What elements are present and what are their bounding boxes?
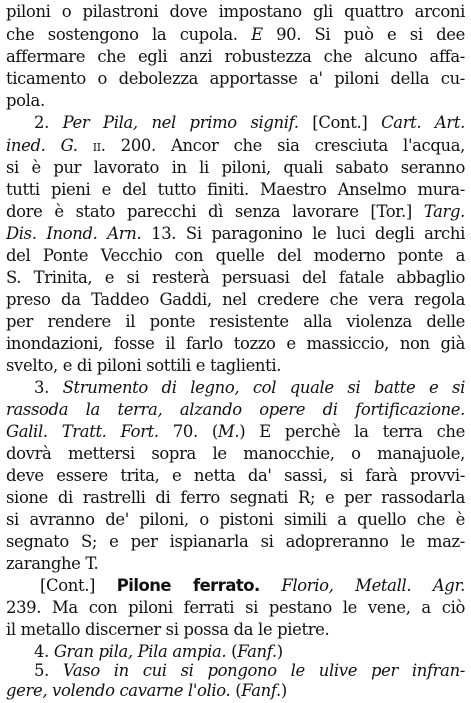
text-segment: si è pur lavorato in li piloni, quali sabato seranno — [6, 158, 465, 177]
text-line — [6, 508, 465, 532]
text-segment: segnato S; e per ispianarla si adopreranno le maz- — [6, 532, 465, 551]
text-segment: che sostengono la cupola. — [6, 25, 252, 44]
text-line — [6, 618, 465, 642]
text-line — [6, 156, 465, 180]
text-line — [6, 354, 465, 378]
text-segment: preso da Taddeo Gaddi, nel credere che vera regola — [6, 290, 465, 309]
text-segment: ) — [280, 681, 287, 700]
text-segment: S. Trinita, e si resterà persuasi del fatale abbaglio — [6, 268, 465, 287]
italic-text: Targ. — [423, 202, 465, 221]
text-segment: svelto, e di piloni sottili e taglienti. — [6, 356, 282, 375]
text-segment: pola. — [6, 91, 45, 110]
text-line — [6, 486, 465, 510]
italic-text: Fanf. — [241, 681, 281, 700]
text-segment: 90. Si può e si dee — [262, 25, 465, 44]
text-line — [6, 178, 465, 202]
text-segment: ) E perchè la terra che — [239, 422, 465, 441]
text-segment — [78, 136, 93, 155]
text-line — [6, 464, 465, 488]
text-segment: ticamento o debolezza apportasse a' piloni della cu- — [6, 69, 465, 88]
italic-text: Galil. Tratt. Fort. — [6, 422, 159, 441]
text-segment: 70. ( — [158, 422, 218, 441]
text-line — [6, 679, 465, 703]
text-segment: il metallo discerner si possa da le pietre. — [6, 620, 330, 639]
text-line — [40, 574, 465, 598]
text-segment: sione di rastrelli di ferro segnati R; e per rassodarla — [6, 488, 465, 507]
text-segment: [Cont.] — [298, 113, 382, 132]
text-segment: zaranghe T. — [6, 554, 99, 573]
text-line — [6, 67, 465, 91]
text-segment: inondazioni, fosse il farlo tozzo e massiccio, non già — [6, 334, 465, 353]
text-line — [6, 134, 465, 158]
italic-text: rassoda la terra, alzando opere di fortificazione. — [6, 400, 465, 419]
text-line — [6, 0, 465, 24]
text-line — [6, 288, 465, 312]
italic-text: Per Pila, nel primo signif. — [62, 113, 299, 132]
text-line — [6, 222, 465, 246]
text-segment: affermare che egli anzi robustezza che alcuno affa- — [6, 47, 465, 66]
text-segment — [260, 576, 282, 595]
headword: Pilone ferrato. — [116, 576, 260, 595]
italic-text: Vaso in cui si pongono le ulive per infran- — [62, 661, 465, 680]
text-segment: ( — [230, 681, 242, 700]
text-segment: piloni o pilastroni dove impostano gli quattro arconi — [6, 2, 465, 21]
text-line — [6, 89, 465, 113]
text-line — [6, 244, 465, 268]
text-line — [6, 552, 465, 576]
text-segment: dore è stato parecchi dì senza lavorare [Tor.] — [6, 202, 424, 221]
text-segment: del Ponte Vecchio con quelle del moderno ponte a — [6, 246, 465, 265]
italic-text: Fanf. — [237, 642, 277, 661]
text-segment: ( — [226, 642, 238, 661]
italic-text: M. — [217, 422, 240, 441]
italic-text: gere, volendo cavarne l'olio. — [6, 681, 231, 700]
text-segment: 13. Si paragonino le luci degli archi — [141, 224, 465, 243]
text-segment: tutti pieni e del tutto finiti. Maestro Anselmo mura- — [6, 180, 465, 199]
italic-text: Cart. Art. — [381, 113, 465, 132]
italic-text: ined. G. — [6, 136, 78, 155]
text-line — [6, 420, 465, 444]
italic-text: Florio, Metall. Agr. — [281, 576, 465, 595]
text-line — [6, 398, 465, 422]
text-segment: 4. — [34, 642, 54, 661]
text-line — [6, 332, 465, 356]
text-line — [6, 442, 465, 466]
text-segment: ) — [276, 642, 283, 661]
text-segment: 5. — [34, 661, 63, 680]
italic-text: E — [251, 25, 263, 44]
text-segment: per rendere il ponte resistente alla violenza delle — [6, 312, 465, 331]
text-line — [6, 200, 465, 224]
text-line — [6, 45, 465, 69]
text-segment: 3. — [34, 378, 63, 397]
italic-text: Dis. Inond. Arn. — [6, 224, 142, 243]
text-line — [6, 266, 465, 290]
text-segment: dovrà mettersi sopra le manocchie, o manajuole, — [6, 444, 465, 463]
italic-text: Strumento di legno, col quale si batte e si — [62, 378, 465, 397]
text-segment: . 200. Ancor che sia cresciuta l'acqua, — [100, 136, 465, 155]
text-line — [6, 596, 465, 620]
text-segment: 239. Ma con piloni ferrati si pestano le vene, a ciò — [6, 598, 465, 617]
text-segment: 2. — [34, 113, 63, 132]
text-segment: deve essere trita, e netta da' sassi, si farà provvi- — [6, 466, 465, 485]
text-line — [6, 530, 465, 554]
text-segment: [Cont.] — [40, 576, 117, 595]
text-line — [34, 376, 465, 400]
text-segment: si avranno de' piloni, o pistoni simili a quello che è — [6, 510, 465, 529]
text-line — [6, 23, 465, 47]
italic-text: Gran pila, Pila ampia. — [53, 642, 227, 661]
text-line — [6, 310, 465, 334]
text-line — [34, 111, 465, 135]
text-segment: ii — [92, 136, 101, 155]
